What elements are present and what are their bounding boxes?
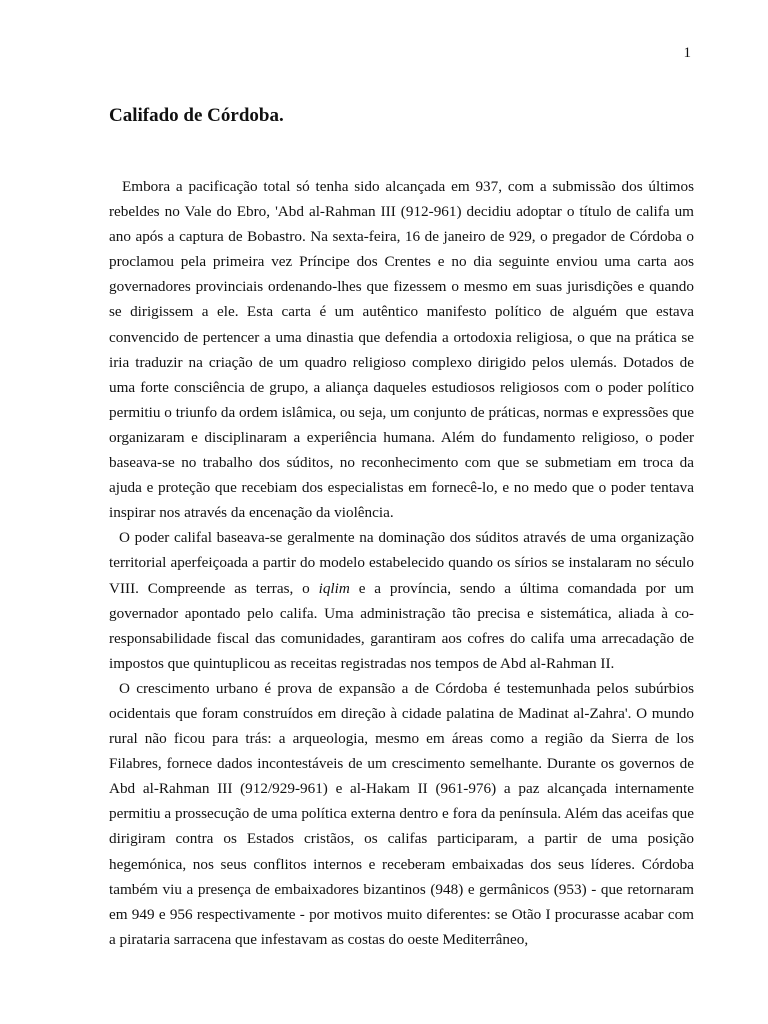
document-title: Califado de Córdoba. — [109, 105, 284, 126]
paragraph-2-text-after: e a província, sendo a última comandada por um governador apontado pelo califa. Uma administração tão precisa e sistemática, aliada à co-responsabilidade fiscal das comunidades, garantiram aos cofres do califa uma arrecadação de impostos que quintuplicou as receitas registradas nos tempos de Abd al-Rahman II. — [109, 579, 694, 672]
paragraph-2 — [109, 525, 694, 676]
paragraph-2-text-before: O poder califal baseava-se geralmente na dominação dos súditos através de uma organização territorial aperfeiçoada a partir do modelo estabelecido quando os sírios se instalaram no século VIII. Compreende as terras, o — [109, 529, 694, 597]
document-body — [109, 174, 694, 952]
paragraph-1-text: Embora a pacificação total só tenha sido alcançada em 937, com a submissão dos últimos rebeldes no Vale do Ebro, 'Abd al-Rahman III (912-961) decidiu adoptar o título de califa um ano após a captura de Bobastro. Na sexta-feira, 16 de janeiro de 929, o pregador de Córdoba o proclamou pela primeira vez Príncipe dos Crentes e no dia seguinte enviou uma carta aos governadores provinciais ordenando-lhes que fizessem o mesmo em suas jurisdições e quando se dirigissem a ele. Esta carta é um autêntico manifesto político de alguém que estava convencido de pertencer a uma dinastia que defendia a ortodoxia religiosa, o que na prática se iria traduzir na criação de um quadro religioso complexo dirigido pelos ulemás. Dotados de uma forte consciência de grupo, a aliança daqueles estudiosos religiosos com o poder político permitiu o triunfo da ordem islâmica, ou seja, um conjunto de práticas, normas e expressões que organizaram e disciplinaram a experiência humana. Além do fundamento religioso, o poder baseava-se no trabalho dos súditos, no reconhecimento com que se submetiam em troca da ajuda e proteção que recebiam dos especialistas em fornecê-lo, e no medo que o poder tentava inspirar nos através da encenação da violência. — [109, 178, 694, 522]
paragraph-3-text: O crescimento urbano é prova de expansão a de Córdoba é testemunhada pelos subúrbios ocidentais que foram construídos em direção à cidade palatina de Madinat al-Zahra'. O mundo rural não ficou para trás: a arqueologia, mesmo em áreas como a região da Sierra de los Filabres, fornece dados incontestáveis de um crescimento semelhante. Durante os governos de Abd al-Rahman III (912/929-961) e al-Hakam II (961-976) a paz alcançada internamente permitiu a prossecução de uma política externa dentro e fora da península. Além das aceifas que dirigiram contra os Estados cristãos, os califas participaram, a partir de uma posição hegemónica, nos seus conflitos internos e receberam embaixadas dos seus líderes. Córdoba também viu a presença de embaixadores bizantinos (948) e germânicos (953) - que retornaram em 949 e 956 respectivamente - por motivos muito diferentes: se Otão I procurasse acabar com a pirataria sarracena que infestavam as costas do oeste Mediterrâneo, — [109, 679, 694, 948]
paragraph-1 — [109, 174, 694, 525]
page-number: 1 — [683, 45, 691, 61]
paragraph-3 — [109, 676, 694, 952]
paragraph-2-italic-term: iqlim — [318, 579, 350, 597]
